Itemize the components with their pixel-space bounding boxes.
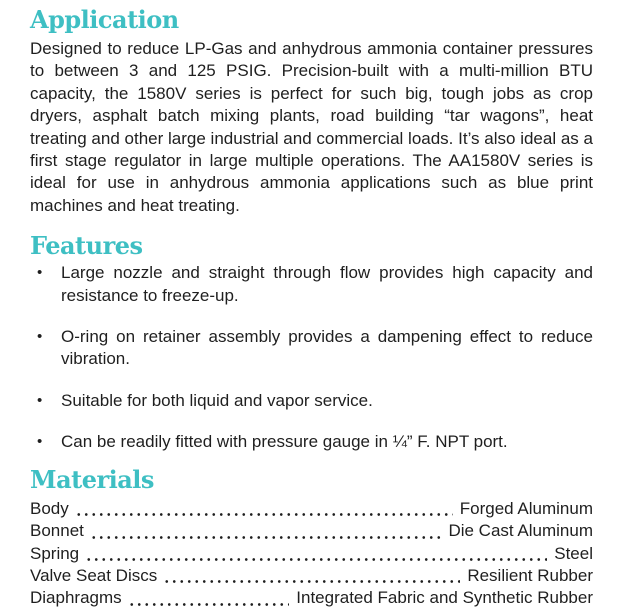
material-label: Body: [30, 498, 69, 518]
bullet-icon: •: [37, 328, 43, 346]
dot-leader: [128, 587, 290, 609]
feature-item: [30, 390, 593, 412]
feature-item-text: O-ring on retainer assembly provides a dampening effect to reduce vibration.: [61, 327, 593, 369]
feature-item-text: Suitable for both liquid and vapor service.: [61, 390, 373, 410]
application-heading: Application: [30, 5, 179, 34]
materials-section: [30, 466, 593, 610]
material-value: Steel: [554, 543, 593, 563]
material-value: Die Cast Aluminum: [448, 521, 593, 541]
feature-item: [30, 326, 593, 371]
material-label: Spring: [30, 543, 80, 563]
materials-row: [30, 587, 593, 609]
material-value: Integrated Fabric and Synthetic Rubber: [296, 588, 593, 608]
dot-leader: [85, 543, 547, 565]
material-label: Diaphragms: [30, 588, 122, 608]
dot-leader: [163, 565, 460, 587]
materials-row: [30, 543, 593, 565]
feature-item: [30, 431, 593, 453]
bullet-icon: •: [37, 433, 43, 451]
feature-item: [30, 262, 593, 307]
application-section: [30, 6, 593, 217]
bullet-icon: •: [37, 264, 43, 282]
material-value: Forged Aluminum: [459, 498, 593, 518]
material-label: Bonnet: [30, 521, 84, 541]
features-heading: Features: [30, 231, 143, 261]
materials-row: [30, 565, 593, 587]
feature-item-text: Large nozzle and straight through flow provides high capacity and resistance to freeze-up.: [61, 263, 593, 305]
features-section: [30, 232, 593, 453]
features-list: [30, 262, 593, 453]
material-label: Valve Seat Discs: [30, 565, 158, 585]
dot-leader: [90, 520, 442, 542]
dot-leader: [75, 498, 453, 520]
materials-table: [30, 498, 593, 610]
materials-heading: Materials: [30, 464, 154, 494]
application-body-text: Designed to reduce LP-Gas and anhydrous ammonia container pressures to between 3 and 125 PSIG. Precision-built with a multi-million BTU capacity, the 1580V series is perfect for such big, tough jobs as crop dryers, asphalt batch mixing plants, road building “tar wagons”, heat treating and other large industrial and commercial loads. It’s also ideal as a first stage regulator in large multiple operations. The AA1580V series is ideal for use in anhydrous ammonia applications such as blue print machines and heat treating.: [30, 39, 593, 215]
materials-row: [30, 520, 593, 542]
material-value: Resilient Rubber: [467, 565, 593, 585]
bullet-icon: •: [37, 391, 43, 409]
materials-row: [30, 498, 593, 520]
feature-item-text: Can be readily fitted with pressure gauge in ¼” F. NPT port.: [61, 432, 508, 452]
